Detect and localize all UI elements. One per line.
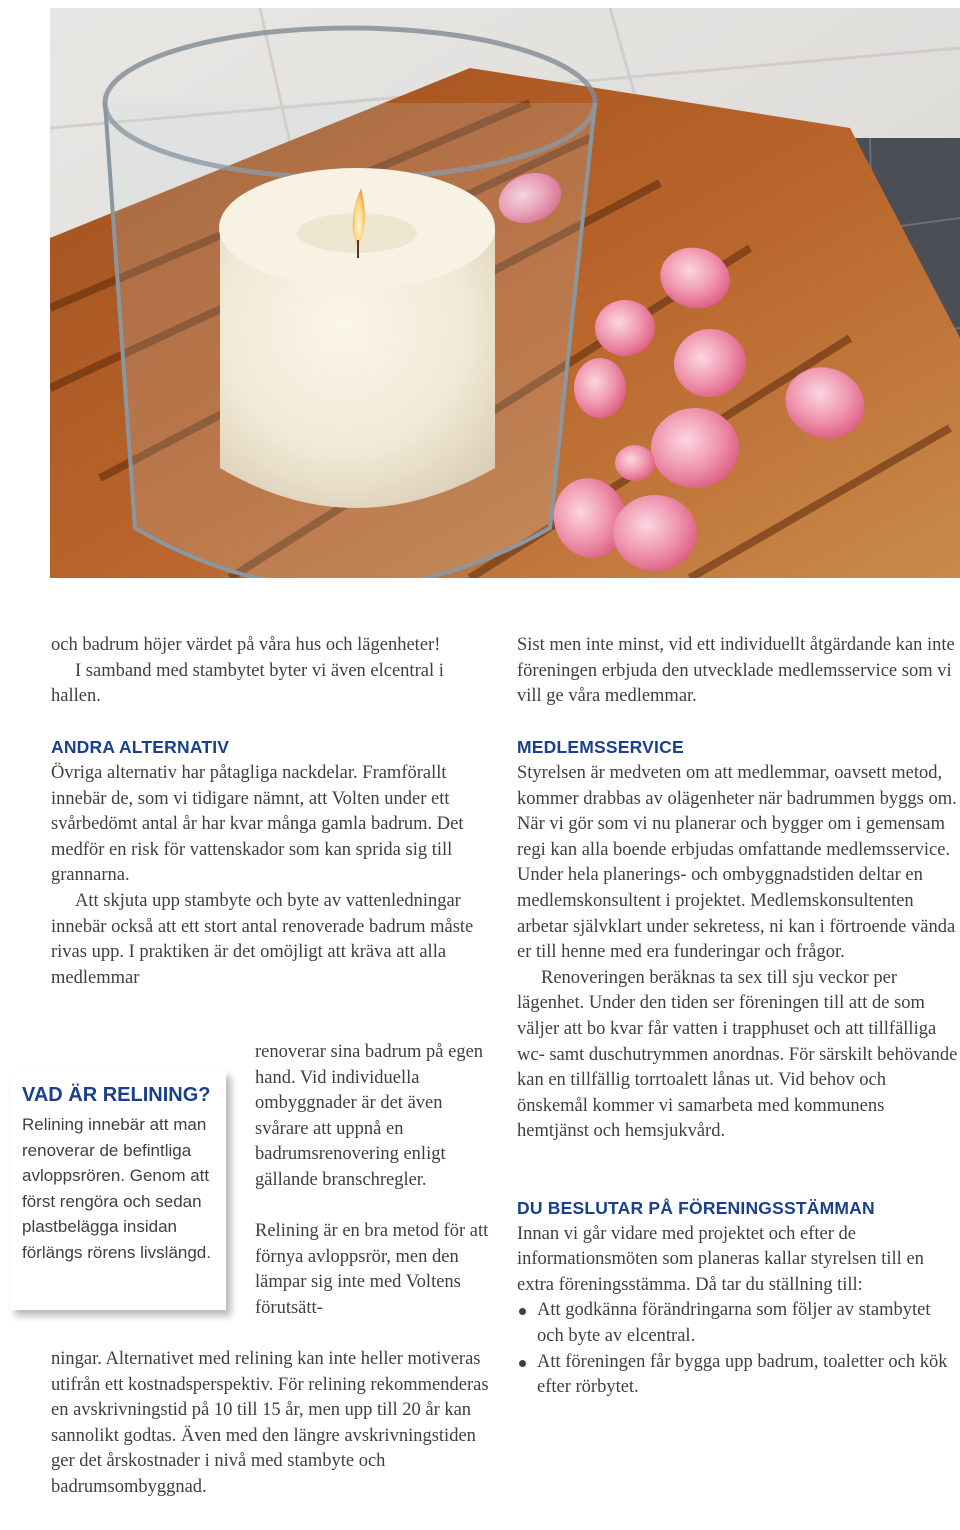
left-column [51, 633, 491, 991]
relining-sidebox [10, 1070, 226, 1310]
heading-medlemsservice: MEDLEMSSERVICE [517, 737, 684, 758]
sidebox-heading: VAD ÄR RELINING? [22, 1084, 211, 1106]
body-paragraph: Övriga alternativ har påtagliga nackdelar. Framförallt innebär de, som vi tidigare nämnt, att Volten under ett svårbedömt antal år har kvar många gamla badrum. Det medför en risk för vattenskador som kan sprida sig till grannarna. [51, 762, 464, 886]
candle-photo [50, 8, 960, 578]
left-column-bottom [51, 1347, 496, 1501]
body-paragraph: Innan vi går vidare med projektet och efter de informationsmöten som planeras kallar styrelsen till en extra föreningsstämma. Då tar du ställning till: [517, 1223, 924, 1295]
body-paragraph: Sist men inte minst, vid ett individuellt åtgärdande kan inte föreningen erbjuda den utvecklade medlemsservice som vi vill ge våra medlemmar. [517, 635, 955, 707]
list-item: Att godkänna förändringarna som följer av stambytet och byte av elcentral. [517, 1298, 960, 1349]
decision-list [517, 1298, 960, 1400]
wrapped-text [255, 1040, 495, 1322]
sidebox-text: Relining innebär att man renoverar de befintliga avloppsrören. Genom att först rengöra och sedan plastbelägga insidan förlängs rörens livslängd. [22, 1115, 211, 1262]
body-paragraph: Att skjuta upp stambyte och byte av vattenledningar innebär också att ett stort antal renoverade badrum måste rivas upp. I praktiken är det omöjligt att kräva att alla medlemmar [51, 890, 474, 988]
list-item: Att föreningen får bygga upp badrum, toaletter och kök efter rörbytet. [517, 1350, 960, 1401]
intro-paragraph: och badrum höjer värdet på våra hus och lägenheter! [51, 635, 441, 655]
body-paragraph: Relining är en bra metod för att förnya avloppsrör, men den lämpar sig inte med Voltens förutsätt- [255, 1221, 489, 1318]
intro-paragraph-2: I samband med stambytet byter vi även elcentral i hallen. [51, 660, 444, 707]
body-paragraph: renoverar sina badrum på egen hand. Vid individuella ombyggnader är det även svårare att uppnå en badrumsrenovering enligt gällande branschregler. [255, 1042, 484, 1190]
body-paragraph: Styrelsen är medveten om att medlemmar, oavsett metod, kommer drabbas av olägenheter när badrummen byggs om. När vi gör som vi nu planerar och bygger om i gemensam regi kan alla boende erbjudas omfattande medlemsservice. Under hela planerings- och ombyggnadstiden deltar en medlemskonsultent i projektet. Medlemskonsultenten arbetar självklart under sekretess, ni kan i förtroende vända er till henne med era funderingar och frågor. [517, 762, 957, 963]
body-paragraph: ningar. Alternativet med relining kan inte heller motiveras utifrån ett kostnadsperspektiv. För relining rekommenderas en avskrivningstid på 10 till 15 år, men upp till 20 år kan sannolikt godtas. Även med den längre avskrivningstiden ger det årskostnader i nivå med stambyte och badrumsombyggnad. [51, 1349, 489, 1497]
heading-andra-alternativ: ANDRA ALTERNATIV [51, 737, 230, 758]
heading-foreningsstamman: DU BESLUTAR PÅ FÖRENINGSSTÄMMAN [517, 1198, 875, 1219]
body-paragraph: Renoveringen beräknas ta sex till sju veckor per lägenhet. Under den tiden ser föreningen till att de som väljer att bo kvar får vatten i trapphuset och att tillfälliga wc- samt duschutrymmen anordnas. För särskilt behövande kan en tillfällig torrtoalett lånas ut. Vid behov och önskemål kommer vi samarbeta med kommunens hemtjänst och hemsjukvård. [517, 967, 958, 1142]
candle-photo-illustration [50, 8, 960, 578]
right-column [517, 633, 960, 1401]
